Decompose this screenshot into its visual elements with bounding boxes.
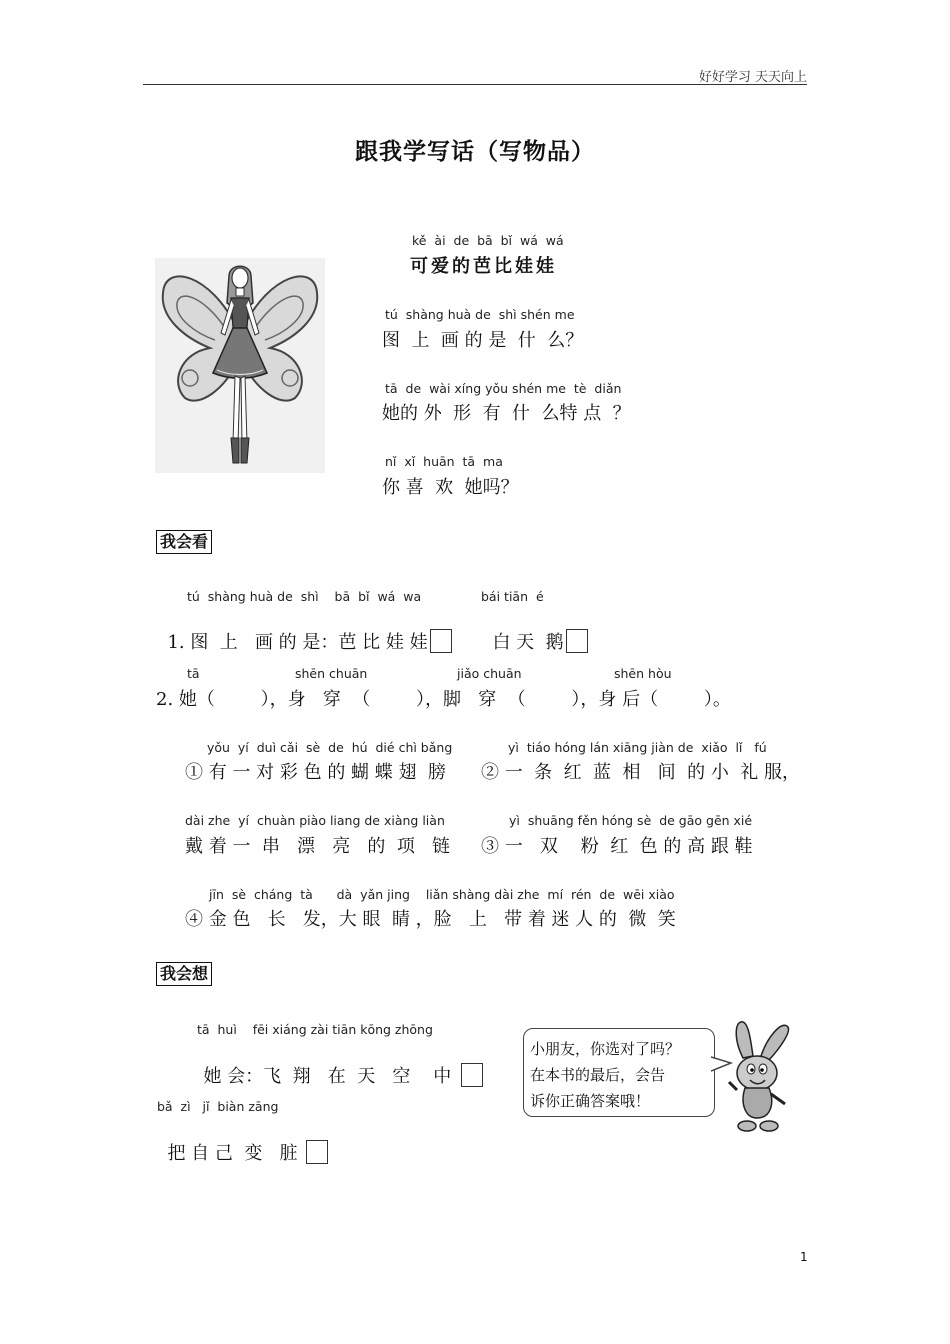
rabbit-cartoon [725,1018,797,1136]
look-q2-pinyin-shenhou: shēn hòu [614,666,672,681]
look-q2-text: 2. 她（ ），身 穿 （ ），脚 穿 （ ），身 后（ ）。 [156,689,731,710]
page-title: 跟我学写话（写物品） [355,138,595,165]
look-q2-pinyin-ta: tā [187,666,200,681]
option-2-text: ② 一 条 红 蓝 相 间 的 小 礼 服， [481,762,800,783]
header-motto: 好好学习 天天向上 [698,70,807,85]
think-q2-line [156,1118,328,1165]
think-q1-pinyin: tā huì fēi xiáng zài tiān kōng zhōng [197,1022,433,1037]
think-q2-pinyin: bǎ zì jǐ biàn zāng [157,1099,279,1114]
bubble-line-1: 小朋友，你选对了吗？ [530,1040,681,1058]
intro-question-3-pinyin: nǐ xǐ huān tā ma [385,454,503,469]
intro-question-2-pinyin: tā de wài xíng yǒu shén me tè diǎn [385,381,622,396]
checkbox-barbie[interactable] [430,629,452,653]
think-q1-text: 她 会：飞 翔 在 天 空 中 [203,1066,452,1087]
look-q1-line [156,607,452,654]
option-4-text: ④ 金 色 长 发，大 眼 睛 ，脸 上 带 着 迷 人 的 微 笑 [185,909,676,930]
barbie-doll-illustration [155,258,325,473]
checkbox-dirty[interactable] [306,1140,328,1164]
option-1-pinyin: yǒu yí duì cǎi sè de hú dié chì bǎng [207,740,453,755]
intro-question-1: 图 上 画 的 是 什 么？ [382,330,584,351]
intro-question-3: 你 喜 欢 她吗？ [382,477,519,498]
option-1-text: ① 有 一 对 彩 色 的 蝴 蝶 翅 膀 [185,762,446,783]
section-label-look: 我会看 [156,530,212,554]
look-q1-text-a: 1. 图 上 画 的 是：芭 比 娃 娃 [167,632,428,653]
think-q2-text: 把 自 己 变 脏 [167,1143,298,1164]
think-q1-line [192,1041,483,1088]
page-number: 1 [800,1250,808,1264]
option-3-text: ③ 一 双 粉 红 色 的 高 跟 鞋 [481,836,753,857]
header-divider [143,84,807,85]
look-q2-pinyin-jiaochuan: jiǎo chuān [457,666,522,681]
bubble-line-2: 在本书的最后，会告 [530,1066,666,1084]
option-3-pinyin: yì shuāng fěn hóng sè de gāo gēn xié [509,813,753,828]
option-2b-text: 戴 着 一 串 漂 亮 的 项 链 [185,836,450,857]
intro-title: 可爱的芭比娃娃 [410,256,557,277]
option-2-pinyin: yì tiáo hóng lán xiāng jiàn de xiǎo lǐ fú [508,740,767,755]
look-q2-pinyin-shenchuan: shēn chuān [295,666,368,681]
intro-question-1-pinyin: tú shàng huà de shì shén me [385,307,575,322]
option-4-pinyin: jīn sè cháng tà dà yǎn jing liǎn shàng dài zhe mí rén de wēi xiào [209,887,675,902]
look-q1-pinyin-b: bái tiān é [481,589,544,604]
look-q1-text-b: 白 天 鹅 [492,632,564,653]
look-q1-line-b [481,607,588,654]
intro-title-pinyin: kě ài de bā bǐ wá wá [412,233,564,248]
intro-question-2: 她的 外 形 有 什 么特 点 ？ [382,403,631,424]
look-q1-pinyin-a: tú shàng huà de shì bā bǐ wá wa [187,589,422,604]
bubble-line-3: 诉你正确答案哦！ [530,1092,651,1110]
checkbox-swan[interactable] [566,629,588,653]
option-2b-pinyin: dài zhe yí chuàn piào liang de xiàng liàn [185,813,445,828]
checkbox-fly[interactable] [461,1063,483,1087]
section-label-think: 我会想 [156,962,212,986]
